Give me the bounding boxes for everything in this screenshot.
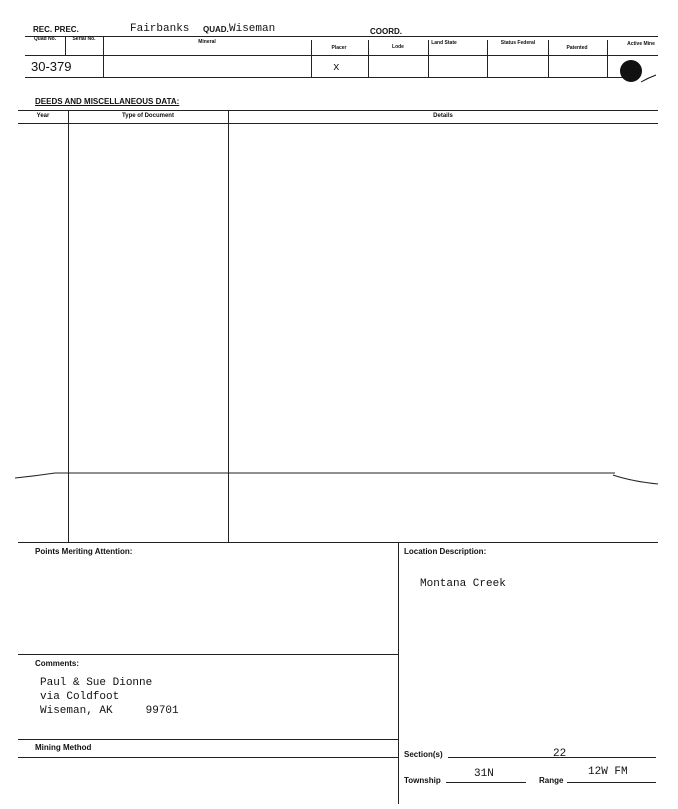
pen-stroke <box>640 72 658 84</box>
page-seam <box>15 466 660 488</box>
mining-method-label: Mining Method <box>35 743 92 752</box>
col-placer: Placer <box>331 45 347 51</box>
deeds-col-details: Details <box>433 113 453 119</box>
section-value: 22 <box>553 748 567 760</box>
quad-no-value: 30-379 <box>31 59 72 74</box>
col-active-mine: Active Mine <box>627 41 655 47</box>
section-line <box>448 757 656 758</box>
range-line <box>567 782 656 783</box>
comments-line-1: Paul & Sue Dionne <box>40 677 153 689</box>
location-text: Montana Creek <box>420 578 506 590</box>
quad-name-value: Wiseman <box>229 23 276 35</box>
col-quad-no: Quad No. <box>33 36 57 42</box>
township-value: 31N <box>474 768 494 780</box>
col-serial-no: Serial No. <box>72 36 96 42</box>
table-bottom-rule <box>25 77 625 78</box>
points-label: Points Meriting Attention: <box>35 547 133 556</box>
bottom-section-rule <box>18 542 658 543</box>
region-value: Fairbanks <box>130 23 190 35</box>
range-label: Range <box>539 776 564 785</box>
deeds-header-rule <box>18 123 658 124</box>
col-mineral: Mineral <box>198 39 216 45</box>
mining-method-rule <box>18 739 398 740</box>
section-label: Section(s) <box>404 750 443 759</box>
comments-label: Comments: <box>35 659 80 668</box>
col-lode: Lode <box>392 44 404 50</box>
col-land-state: Land State <box>431 40 457 46</box>
quad-label: QUAD. <box>203 25 229 34</box>
col-patented: Patented <box>566 45 588 51</box>
deeds-col-year: Year <box>36 113 50 119</box>
deeds-col-type: Type of Document <box>122 113 174 119</box>
comments-rule <box>18 654 398 655</box>
bottom-divider <box>398 542 399 804</box>
location-label: Location Description: <box>404 547 487 556</box>
placer-mark: x <box>333 62 340 74</box>
range-value: 12W FM <box>588 766 628 778</box>
comments-line-3: Wiseman, AK 99701 <box>40 705 179 717</box>
header-rule <box>25 36 658 37</box>
deeds-section-title: DEEDS AND MISCELLANEOUS DATA: <box>35 97 180 106</box>
rec-prec-label: REC. PREC. <box>33 25 79 34</box>
coord-label: COORD. <box>370 27 402 36</box>
township-label: Township <box>404 776 441 785</box>
col-status-federal: Status Federal <box>500 40 536 46</box>
township-line <box>446 782 526 783</box>
deeds-top-rule <box>18 110 658 111</box>
active-mine-mark <box>620 60 642 82</box>
table-header-rule <box>25 55 658 56</box>
comments-line-2: via Coldfoot <box>40 691 120 703</box>
